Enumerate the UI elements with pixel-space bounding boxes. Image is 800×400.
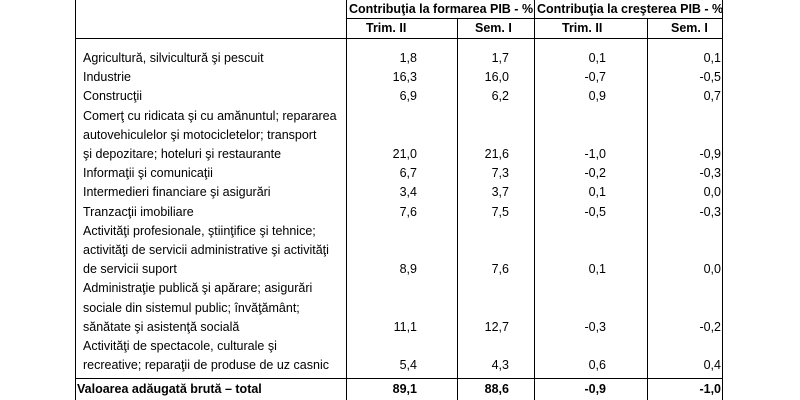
cell-value: -0,7 (584, 70, 606, 85)
cell-value: 16,0 (484, 70, 509, 85)
cell-value: 6,9 (399, 89, 417, 104)
cell-value: 0,9 (588, 89, 606, 104)
cell-value: 3,7 (491, 185, 509, 200)
cell-value: 0,1 (588, 51, 606, 65)
row-label-line: Informaţii şi comunicaţii (83, 166, 213, 181)
col-divider-2 (457, 18, 458, 400)
header-rule-2 (75, 38, 723, 39)
cell-value: 5,4 (399, 358, 417, 373)
row-label-line: recreative; reparaţii de produse de uz casnic (83, 358, 329, 373)
header-formation: Contribuţia la formarea PIB - % (349, 2, 534, 16)
header-growth: Contribuţia la creşterea PIB - % (537, 2, 724, 16)
cell-value: -0,5 (699, 70, 721, 85)
cell-value: -0,3 (584, 319, 606, 334)
row-label-line: de servicii suport (83, 262, 177, 277)
row-label-line: Construcţii (83, 89, 143, 104)
col-divider-4 (647, 18, 648, 400)
cell-value: 7,6 (491, 262, 509, 277)
total-label: Valoarea adăugată brută – total (77, 382, 262, 396)
cell-value: 11,1 (393, 319, 417, 334)
cell-value: 0,0 (703, 185, 721, 200)
total-value: -1,0 (699, 382, 721, 396)
total-value: -0,9 (584, 382, 606, 396)
cell-value: 0,1 (588, 262, 606, 277)
row-label-line: sănătate şi asistenţă socială (83, 319, 240, 334)
row-label-line: Intermedieri financiare şi asigurări (83, 185, 271, 200)
cell-value: -0,2 (699, 319, 721, 334)
table-border-right (722, 0, 723, 400)
cell-value: 4,3 (491, 358, 509, 373)
row-label-line: activităţi de servicii administrative şi activităţi (83, 243, 329, 257)
row-label-line: Comerţ cu ridicata şi cu amănuntul; repararea (83, 108, 337, 123)
cell-value: -0,9 (699, 147, 721, 161)
row-label-line: Activităţi profesionale, ştiinţifice şi tehnice; (83, 223, 316, 238)
cell-value: 0,1 (588, 185, 606, 200)
row-label-line: Activităţi de spectacole, culturale şi (83, 339, 277, 353)
cell-value: 21,0 (392, 147, 417, 161)
col-divider-1 (346, 0, 347, 400)
gdp-contribution-table (75, 0, 723, 400)
cell-value: 6,7 (399, 166, 417, 181)
col-divider-3 (534, 0, 535, 400)
cell-value: 7,6 (399, 204, 417, 219)
header-trim-growth: Trim. II (562, 21, 603, 35)
cell-value: 1,8 (399, 51, 417, 65)
cell-value: 0,4 (703, 358, 721, 373)
cell-value: 8,9 (399, 262, 417, 277)
cell-value: 21,6 (484, 147, 509, 161)
row-label-line: autovehiculelor şi motocicletelor; transport (83, 127, 317, 142)
cell-value: -0,3 (699, 204, 721, 219)
header-sem-growth: Sem. I (671, 21, 708, 35)
row-label-line: Tranzacţii imobiliare (83, 204, 194, 219)
row-label-line: Agricultură, silvicultură şi pescuit (83, 51, 264, 65)
row-label-line: şi depozitare; hoteluri şi restaurante (83, 147, 282, 161)
header-trim-formation: Trim. II (366, 21, 407, 35)
cell-value: 0,1 (703, 51, 721, 65)
cell-value: -0,5 (584, 204, 606, 219)
cell-value: 0,6 (588, 358, 606, 373)
cell-value: 3,4 (399, 185, 417, 200)
cell-value: 12,7 (484, 319, 509, 334)
table-border-left (75, 0, 76, 400)
cell-value: 7,3 (491, 166, 509, 181)
cell-value: 0,0 (703, 262, 721, 277)
total-value: 88,6 (484, 382, 509, 396)
cell-value: -0,3 (699, 166, 721, 181)
cell-value: -0,2 (584, 166, 606, 181)
cell-value: 1,7 (491, 51, 509, 65)
total-rule (75, 378, 723, 379)
header-sem-formation: Sem. I (475, 21, 512, 35)
total-value: 89,1 (392, 382, 417, 396)
row-label-line: Administraţie publică şi apărare; asigurări (83, 281, 313, 296)
cell-value: 6,2 (491, 89, 509, 104)
row-label-line: Industrie (83, 70, 131, 85)
row-label-line: sociale din sistemul public; învăţământ; (83, 300, 300, 315)
cell-value: 16,3 (392, 70, 417, 85)
cell-value: 0,7 (703, 89, 721, 104)
cell-value: 7,5 (491, 204, 509, 219)
cell-value: -1,0 (584, 147, 606, 161)
